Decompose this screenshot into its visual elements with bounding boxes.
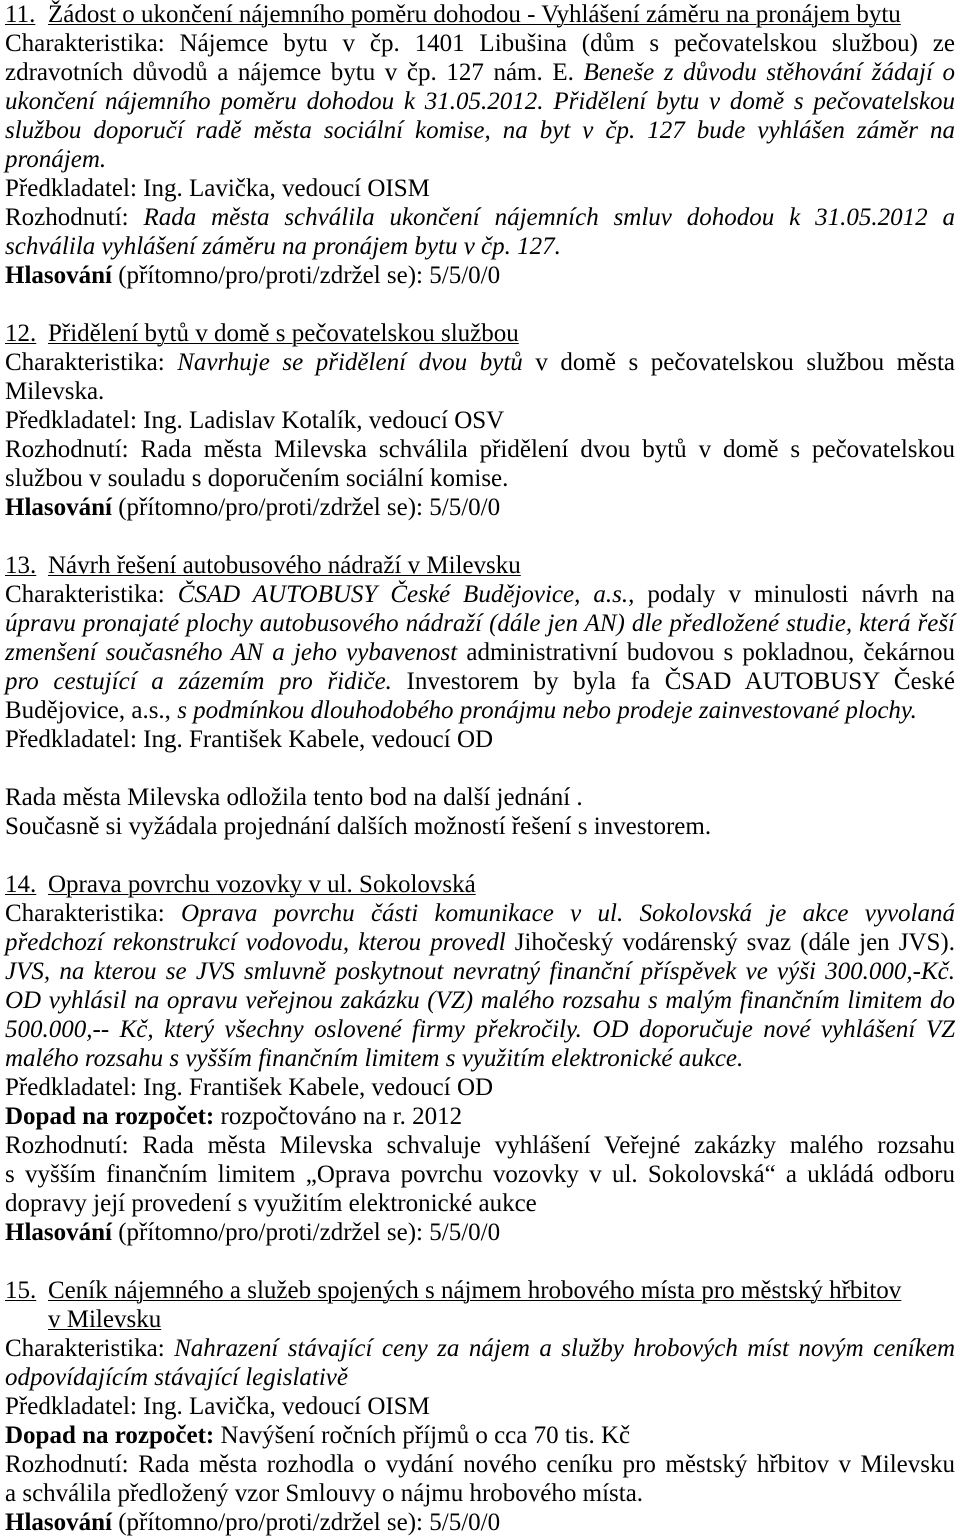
- text-line: [5, 1508, 955, 1537]
- paragraph: [5, 812, 955, 841]
- paragraph: [5, 261, 955, 290]
- text-line: [5, 899, 955, 928]
- text-line: [5, 1189, 955, 1218]
- text-run: službou doporučí radě města sociální komise, na byt v čp. 127 bude vyhlášen záměr na: [5, 117, 955, 144]
- text-run: Rada města Milevska schvaluje vyhlášení Veřejné zakázky malého rozsahu: [128, 1132, 955, 1159]
- text-line: [5, 783, 955, 812]
- text-line: [5, 928, 955, 957]
- field-label: Rozhodnutí:: [5, 204, 129, 231]
- field-label: Rozhodnutí:: [5, 1132, 129, 1159]
- text-line: [5, 1160, 955, 1189]
- text-run: (přítomno/pro/proti/zdržel se): 5/5/0/0: [111, 262, 501, 289]
- field-label: Charakteristika:: [5, 900, 165, 927]
- paragraph: [5, 1131, 955, 1218]
- text-line: [5, 725, 955, 754]
- document-page: [5, 0, 955, 1537]
- text-line: [5, 58, 955, 87]
- text-run: Rada města schválila ukončení nájemních smluv dohodou k 31.05.2012 a: [128, 204, 955, 231]
- text-run: s vyšším finančním limitem „Oprava povrchu vozovky v ul. Sokolovská“ a ukládá odboru: [5, 1161, 955, 1188]
- agenda-item: [5, 551, 955, 841]
- text-run: (přítomno/pro/proti/zdržel se): 5/5/0/0: [111, 1509, 501, 1536]
- text-run: pro cestující a zázemím pro řidiče.: [5, 668, 392, 695]
- paragraph: [5, 1102, 955, 1131]
- text-line: [5, 1015, 955, 1044]
- heading-line: [5, 319, 955, 348]
- paragraph: [5, 203, 955, 261]
- field-label: Charakteristika:: [5, 581, 165, 608]
- text-line: [5, 1073, 955, 1102]
- text-run: rozpočtováno na r. 2012: [214, 1103, 463, 1130]
- text-run: Jihočeský vodárenský svaz (dále jen JVS).: [505, 929, 955, 956]
- text-run: podaly v minulosti návrh na: [634, 581, 955, 608]
- text-run: (přítomno/pro/proti/zdržel se): 5/5/0/0: [111, 494, 501, 521]
- field-label: Hlasování: [5, 1509, 112, 1536]
- text-run: Milevska.: [5, 378, 105, 405]
- agenda-item-title: Žádost o ukončení nájemního poměru dohodou - Vyhlášení záměru na pronájem bytu: [48, 1, 901, 28]
- heading-line: [5, 0, 955, 29]
- text-line: [5, 377, 955, 406]
- text-run: zmenšení současného AN a jeho vybavenost: [5, 639, 458, 666]
- text-run: Beneše z důvodu stěhování žádají o: [583, 59, 955, 86]
- text-run: předchozí rekonstrukcí vodovodu, kterou provedl: [5, 929, 506, 956]
- text-line: [5, 87, 955, 116]
- text-line: [5, 203, 955, 232]
- heading-line: [5, 870, 955, 899]
- text-run: pronájem.: [5, 146, 107, 173]
- text-line: [5, 609, 955, 638]
- text-line: [5, 1334, 955, 1363]
- paragraph: [5, 174, 955, 203]
- agenda-item-number: 13.: [5, 552, 37, 579]
- agenda-item-title: Ceník nájemného a služeb spojených s nájmem hrobového místa pro městský hřbitov: [48, 1277, 902, 1304]
- text-run: OD vyhlásil na opravu veřejnou zakázku (VZ) malého rozsahu s malým finančním limitem do: [5, 987, 955, 1014]
- text-run: Nahrazení stávající ceny za nájem a služby hrobových míst novým ceníkem: [164, 1335, 955, 1362]
- text-run: Ing. František Kabele, vedoucí OD: [136, 726, 494, 753]
- text-line: [5, 493, 955, 522]
- text-line: [5, 1421, 955, 1450]
- text-run: zdravotních důvodů a nájemce bytu v čp. 127 nám. E.: [5, 59, 584, 86]
- paragraph: [5, 1392, 955, 1421]
- text-line: [5, 435, 955, 464]
- text-run: Navrhuje se přidělení dvou bytů: [164, 349, 523, 376]
- text-run: s podmínkou dlouhodobého pronájmu nebo prodeje zainvestované plochy.: [170, 697, 917, 724]
- field-label: Charakteristika:: [5, 30, 165, 57]
- paragraph: [5, 1073, 955, 1102]
- text-run: a schválila předložený vzor Smlouvy o nájmu hrobového místa.: [5, 1480, 644, 1507]
- field-label: Předkladatel:: [5, 175, 137, 202]
- agenda-item-heading: [5, 551, 955, 580]
- text-line: [5, 261, 955, 290]
- text-run: úpravu pronajaté plochy autobusového nádraží (dále jen AN) dle předložené studie, která řeší: [5, 610, 955, 637]
- agenda-item: [5, 0, 955, 290]
- paragraph: [5, 1334, 955, 1392]
- text-run: Rada města Milevska schválila přidělení dvou bytů v domě s pečovatelskou: [128, 436, 955, 463]
- field-label: Dopad na rozpočet:: [5, 1103, 215, 1130]
- text-line: [5, 1363, 955, 1392]
- text-run: administrativní budovou s pokladnou, čekárnou: [457, 639, 955, 666]
- text-run: Ing. Ladislav Kotalík, vedoucí OSV: [136, 407, 505, 434]
- text-line: [5, 406, 955, 435]
- text-run: v domě s pečovatelskou službou města: [522, 349, 955, 376]
- text-run: Současně si vyžádala projednání dalších možností řešení s investorem.: [5, 813, 712, 840]
- paragraph: [5, 406, 955, 435]
- field-label: Dopad na rozpočet:: [5, 1422, 215, 1449]
- field-label: Charakteristika:: [5, 1335, 165, 1362]
- text-run: 500.000,-- Kč, který všechny oslovené firmy překročily. OD doporučuje nové vyhlášení VZ: [5, 1016, 955, 1043]
- text-line: [5, 986, 955, 1015]
- text-line: [5, 348, 955, 377]
- paragraph: [5, 1508, 955, 1537]
- text-run: dopravy její provedení s využitím elektronické aukce: [5, 1190, 537, 1217]
- text-line: [5, 1392, 955, 1421]
- paragraph: [5, 1421, 955, 1450]
- text-run: JVS, na kterou se JVS smluvně poskytnout nevratný finanční příspěvek ve výši 300.000,-Kč.: [5, 958, 955, 985]
- text-line: [5, 812, 955, 841]
- paragraph: [5, 725, 955, 754]
- blank-line: [5, 754, 955, 783]
- text-run: Rada města rozhodla o vydání nového ceníku pro městský hřbitov v Milevsku: [128, 1451, 955, 1478]
- text-run: malého rozsahu s vyšším finančním limitem s využitím elektronické aukce.: [5, 1045, 744, 1072]
- text-line: [5, 957, 955, 986]
- field-label: Hlasování: [5, 1219, 112, 1246]
- text-run: Rada města Milevska odložila tento bod na další jednání .: [5, 784, 583, 811]
- field-label: Rozhodnutí:: [5, 436, 129, 463]
- text-line: [5, 116, 955, 145]
- paragraph: [5, 348, 955, 406]
- text-run: odpovídajícím stávající legislativě: [5, 1364, 348, 1391]
- paragraph: [5, 1218, 955, 1247]
- text-line: [5, 696, 955, 725]
- text-line: [5, 667, 955, 696]
- text-run: Investorem by byla fa ČSAD AUTOBUSY České: [391, 668, 956, 695]
- text-line: [5, 638, 955, 667]
- text-line: [5, 1044, 955, 1073]
- text-line: [5, 145, 955, 174]
- heading-line: [5, 551, 955, 580]
- agenda-item-title: Oprava povrchu vozovky v ul. Sokolovská: [48, 871, 476, 898]
- agenda-item-title: Návrh řešení autobusového nádraží v Milevsku: [48, 552, 521, 579]
- text-run: (přítomno/pro/proti/zdržel se): 5/5/0/0: [111, 1219, 501, 1246]
- field-label: Předkladatel:: [5, 1393, 137, 1420]
- agenda-item-heading: [5, 0, 955, 29]
- text-line: [5, 174, 955, 203]
- field-label: Rozhodnutí:: [5, 1451, 129, 1478]
- agenda-item-heading: [5, 319, 955, 348]
- agenda-item-number: 15.: [5, 1277, 37, 1304]
- text-line: [5, 1102, 955, 1131]
- paragraph: [5, 493, 955, 522]
- paragraph: [5, 29, 955, 174]
- text-run: Oprava povrchu části komunikace v ul. Sokolovská je akce vyvolaná: [164, 900, 955, 927]
- agenda-item-heading: [5, 1276, 955, 1334]
- heading-line: [5, 1305, 955, 1334]
- field-label: Hlasování: [5, 494, 112, 521]
- paragraph: [5, 1450, 955, 1508]
- text-run: schválila vyhlášení záměru na pronájem bytu v čp. 127.: [5, 233, 561, 260]
- agenda-item-number: 11.: [5, 1, 36, 28]
- text-run: Ing. Lavička, vedoucí OISM: [136, 1393, 430, 1420]
- text-run: ukončení nájemního poměru dohodou k 31.05.2012. Přidělení bytu v domě s pečovatelskou: [5, 88, 955, 115]
- text-line: [5, 29, 955, 58]
- agenda-item-title: v Milevsku: [48, 1306, 162, 1333]
- field-label: Předkladatel:: [5, 407, 137, 434]
- text-line: [5, 1131, 955, 1160]
- heading-line: [5, 1276, 955, 1305]
- field-label: Charakteristika:: [5, 349, 165, 376]
- field-label: Předkladatel:: [5, 1074, 137, 1101]
- agenda-item: [5, 319, 955, 522]
- text-line: [5, 464, 955, 493]
- paragraph: [5, 899, 955, 1073]
- agenda-item-number: 12.: [5, 320, 37, 347]
- paragraph: [5, 580, 955, 725]
- text-run: Nájemce bytu v čp. 1401 Libušina (dům s pečovatelskou službou) ze: [164, 30, 955, 57]
- text-line: [5, 1479, 955, 1508]
- text-line: [5, 1450, 955, 1479]
- agenda-item: [5, 870, 955, 1247]
- text-run: Ing. František Kabele, vedoucí OD: [136, 1074, 494, 1101]
- agenda-item: [5, 1276, 955, 1537]
- agenda-item-title: Přidělení bytů v domě s pečovatelskou službou: [48, 320, 519, 347]
- agenda-item-number: 14.: [5, 871, 37, 898]
- text-run: ČSAD AUTOBUSY České Budějovice, a.s.,: [164, 581, 635, 608]
- text-line: [5, 580, 955, 609]
- text-line: [5, 1218, 955, 1247]
- paragraph: [5, 435, 955, 493]
- text-run: Navýšení ročních příjmů o cca 70 tis. Kč: [214, 1422, 631, 1449]
- text-line: [5, 232, 955, 261]
- text-run: Ing. Lavička, vedoucí OISM: [136, 175, 430, 202]
- text-run: službou v souladu s doporučením sociální komise.: [5, 465, 509, 492]
- field-label: Hlasování: [5, 262, 112, 289]
- field-label: Předkladatel:: [5, 726, 137, 753]
- agenda-item-heading: [5, 870, 955, 899]
- text-run: Budějovice, a.s.,: [5, 697, 171, 724]
- paragraph: [5, 783, 955, 812]
